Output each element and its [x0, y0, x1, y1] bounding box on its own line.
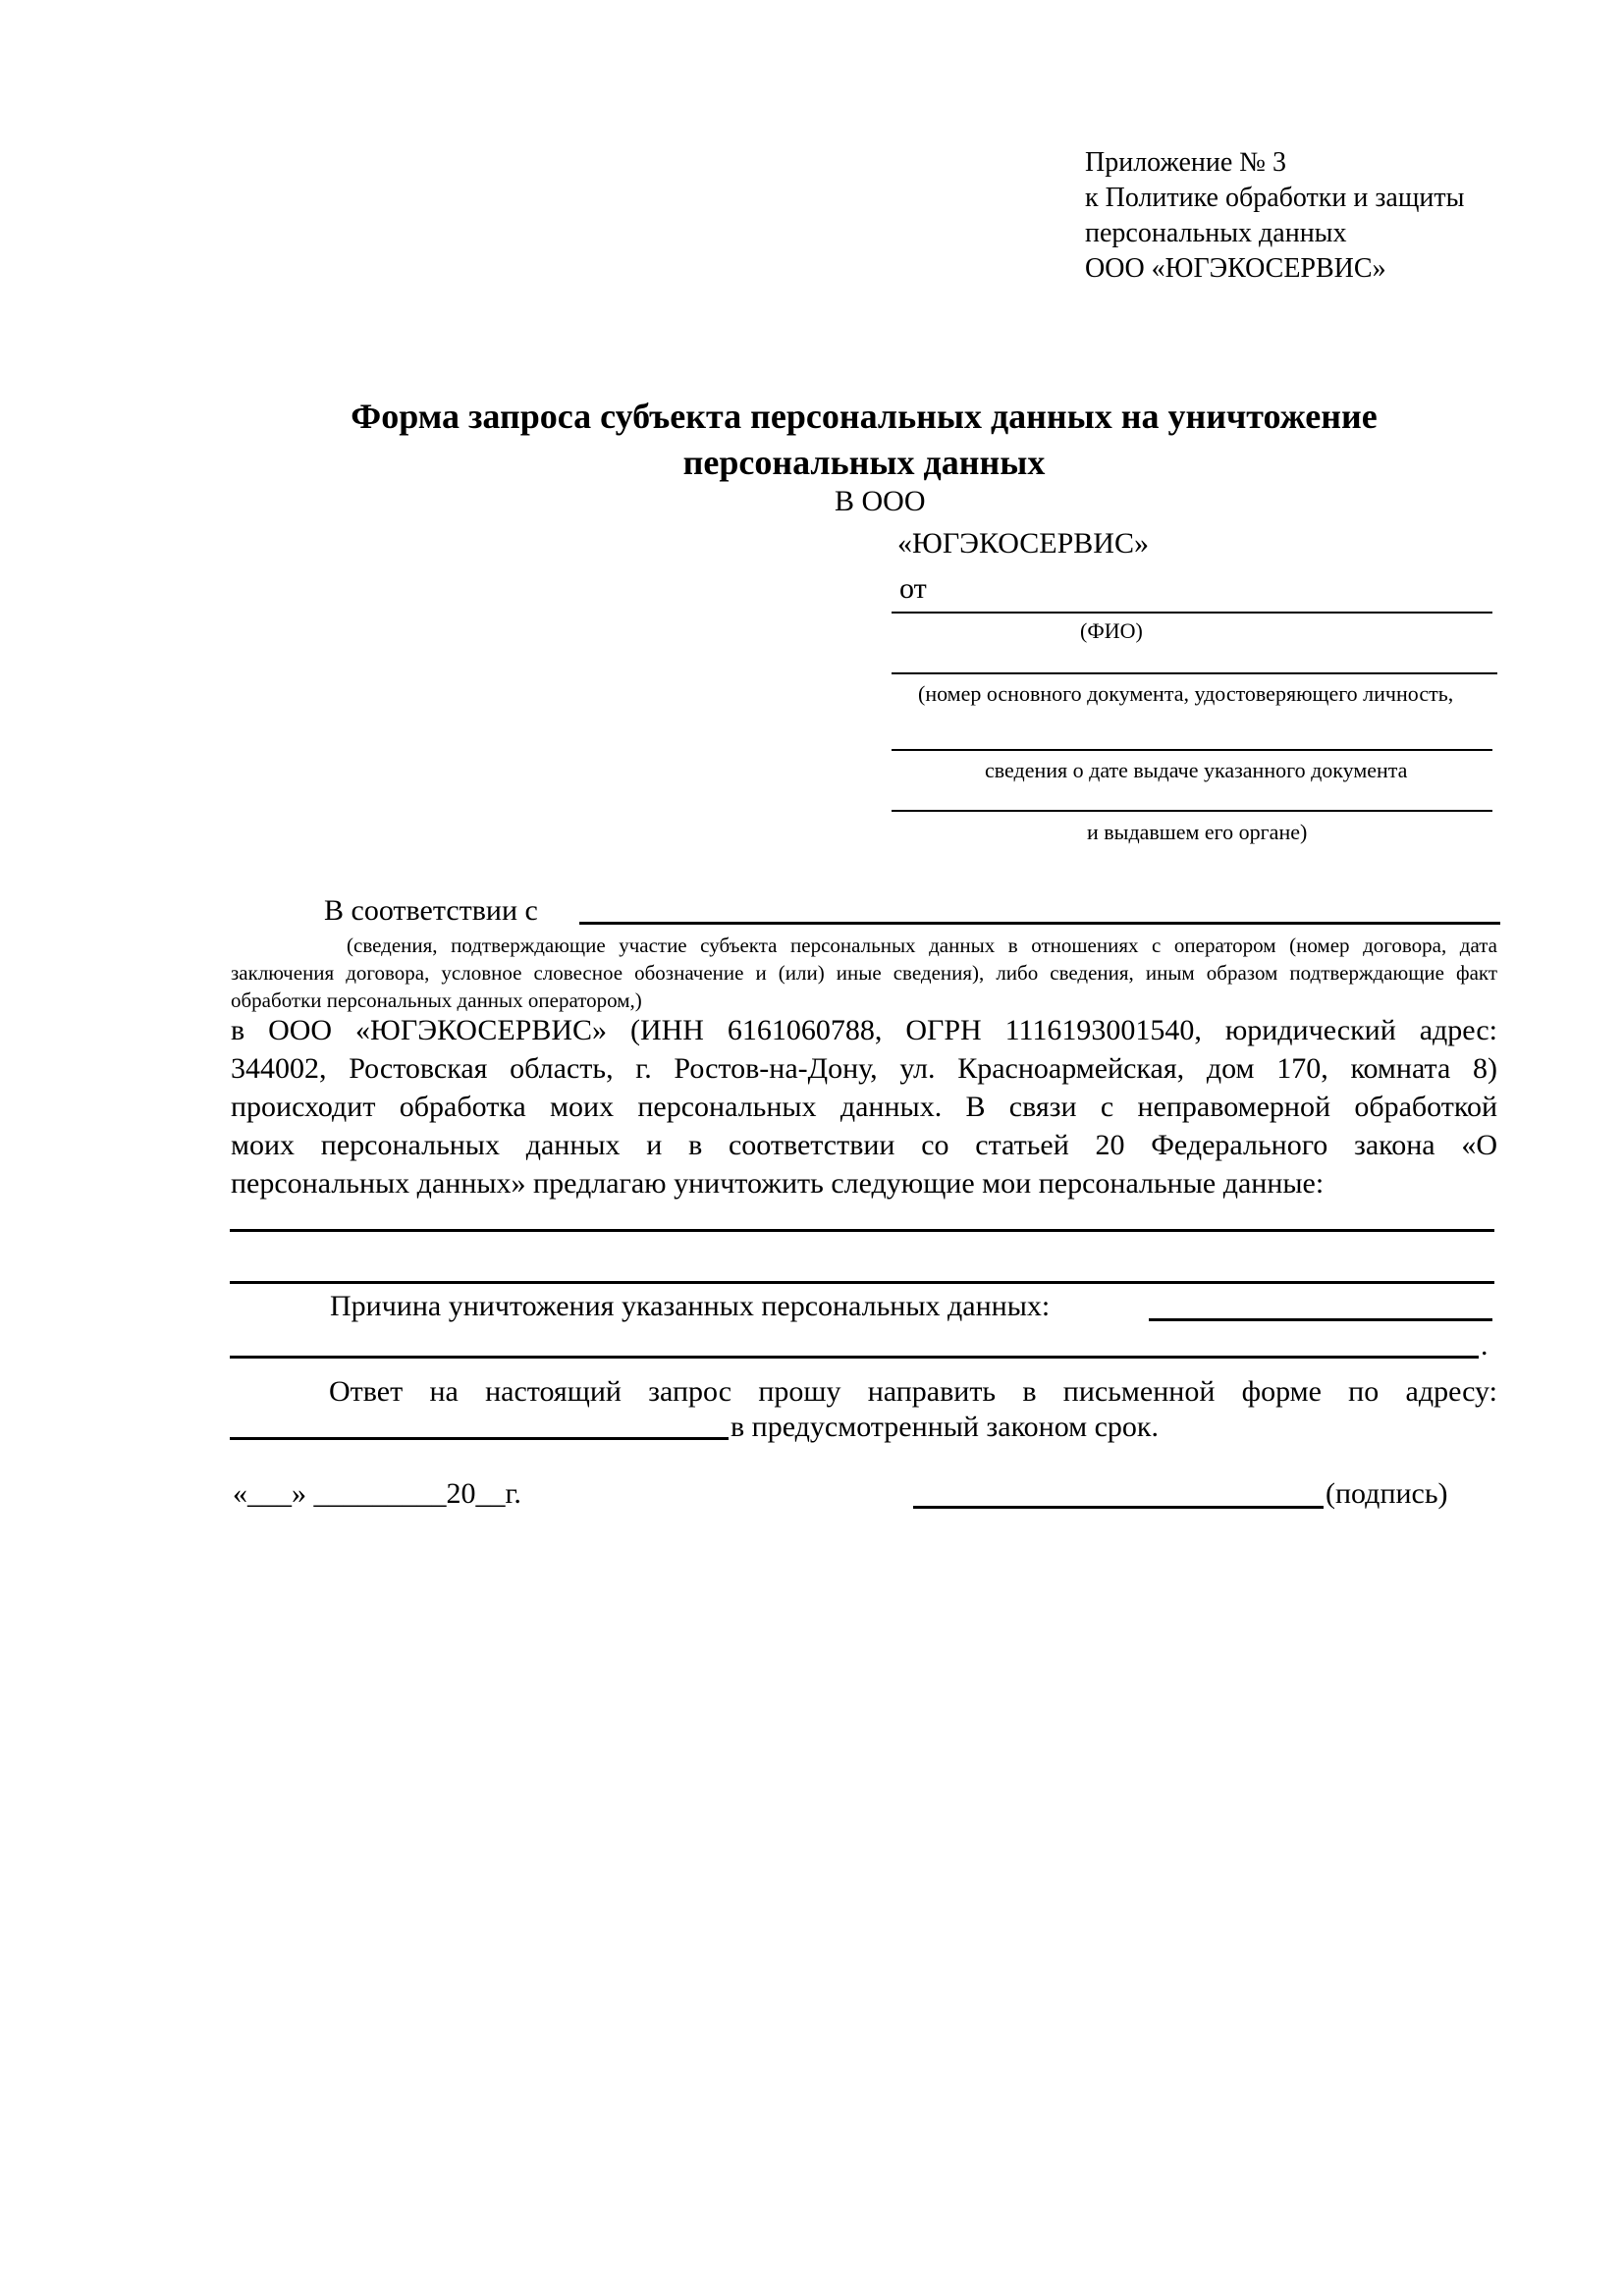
- addressee-prefix: В ООО: [835, 485, 926, 517]
- appendix-number: Приложение № 3: [1085, 147, 1286, 178]
- appendix-header: [1085, 145, 1464, 287]
- date-fill-line: «___» _________20__г.: [233, 1477, 521, 1510]
- issue-date-blank-line: [892, 749, 1492, 751]
- accordance-note-line-2: заключения договора, условное словесное обозначение и (или) иные сведения), либо сведения, иным образом подтверждающие факт: [231, 961, 1497, 985]
- accordance-blank-line: [579, 922, 1500, 925]
- appendix-policy-line2: персональных данных: [1085, 218, 1347, 248]
- signature-caption: (подпись): [1326, 1477, 1448, 1510]
- accordance-note-line-1: (сведения, подтверждающие участие субъекта персональных данных в отношениях с оператором (номер договора, дата: [347, 934, 1497, 957]
- data-blank-line-2: [230, 1281, 1494, 1284]
- signature-blank-line: [913, 1506, 1324, 1509]
- accordance-note-line-3: обработки персональных данных оператором,): [231, 988, 642, 1012]
- fio-blank-line: [892, 612, 1492, 614]
- appendix-policy-line: к Политике обработки и защиты: [1085, 183, 1465, 213]
- response-line-2: в предусмотренный законом срок.: [731, 1411, 1159, 1443]
- from-label: от: [899, 572, 927, 605]
- title-line-2: персональных данных: [682, 443, 1046, 482]
- document-title: [231, 394, 1497, 486]
- identity-doc-caption: (номер основного документа, удостоверяющего личность,: [918, 681, 1454, 706]
- fio-caption: (ФИО): [1080, 618, 1143, 643]
- body-line-2: 344002, Ростовская область, г. Ростов-на-Дону, ул. Красноармейская, дом 170, комната 8): [231, 1052, 1497, 1085]
- issuing-authority-blank-line: [892, 810, 1492, 812]
- accordance-lead: В соответствии с: [324, 894, 538, 927]
- body-line-3: происходит обработка моих персональных данных. В связи с неправомерной обработкой: [231, 1091, 1497, 1123]
- reason-blank-line-1: [1149, 1318, 1492, 1321]
- reason-label: Причина уничтожения указанных персональных данных:: [330, 1290, 1051, 1322]
- reason-blank-line-2: [230, 1356, 1479, 1359]
- title-line-1: Форма запроса субъекта персональных данных на уничтожение: [351, 397, 1378, 436]
- body-line-1: в ООО «ЮГЭКОСЕРВИС» (ИНН 6161060788, ОГРН 1116193001540, юридический адрес:: [231, 1014, 1497, 1046]
- response-line-1: Ответ на настоящий запрос прошу направить в письменной форме по адресу:: [329, 1375, 1497, 1408]
- reason-line-terminator: .: [1481, 1329, 1489, 1362]
- identity-doc-blank-line: [892, 672, 1497, 674]
- addressee-company: «ЮГЭКОСЕРВИС»: [897, 527, 1149, 560]
- data-blank-line-1: [230, 1229, 1494, 1232]
- appendix-company: ООО «ЮГЭКОСЕРВИС»: [1085, 253, 1386, 284]
- issuing-authority-caption: и выдавшем его органе): [1087, 820, 1308, 844]
- address-blank-line: [230, 1437, 729, 1440]
- body-line-5: персональных данных» предлагаю уничтожить следующие мои персональные данные:: [231, 1167, 1325, 1200]
- issue-date-caption: сведения о дате выдаче указанного документа: [985, 758, 1408, 782]
- body-line-4: моих персональных данных и в соответствии со статьей 20 Федерального закона «О: [231, 1129, 1497, 1161]
